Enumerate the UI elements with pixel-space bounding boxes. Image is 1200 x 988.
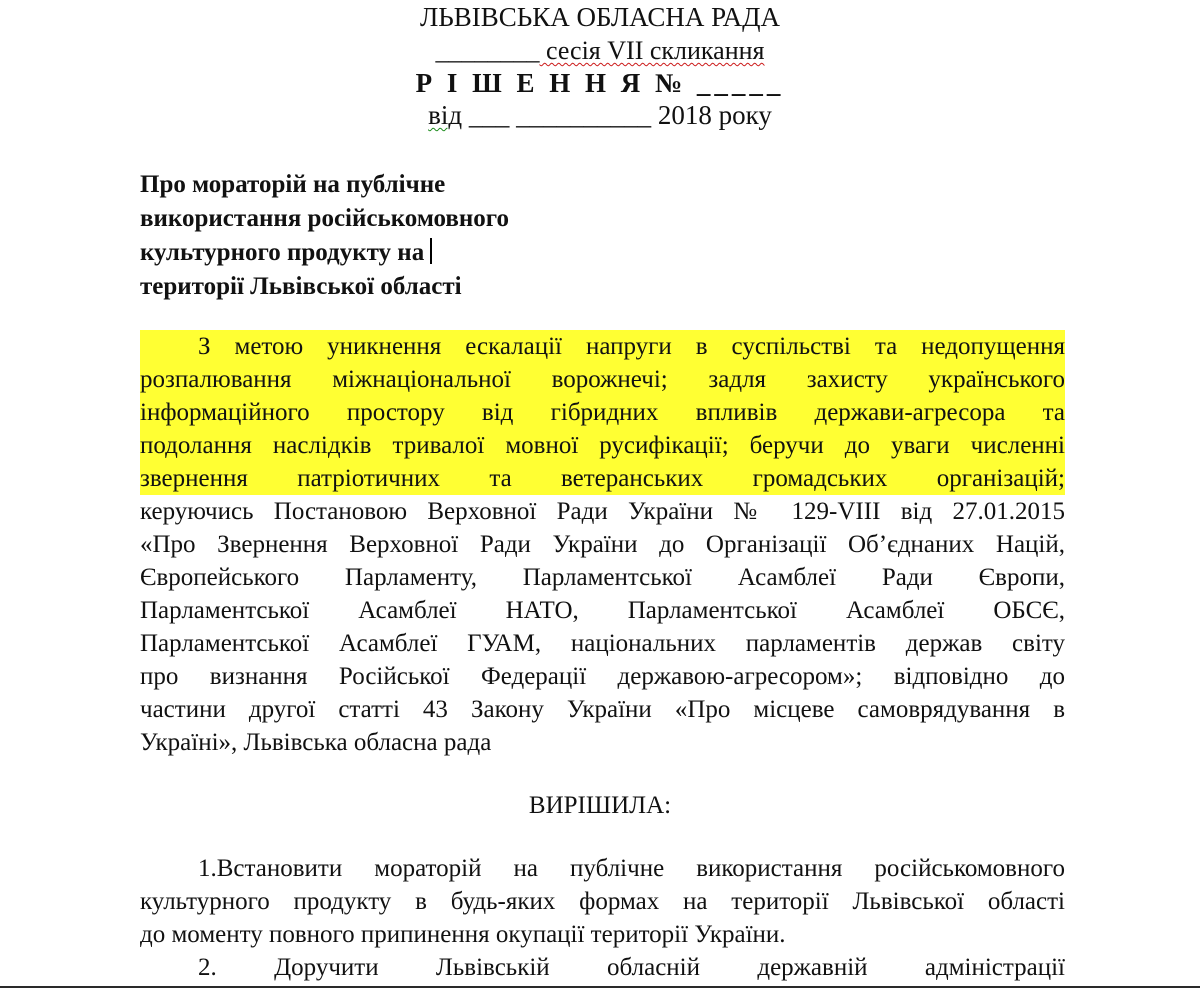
council-title: ЛЬВІВСЬКА ОБЛАСНА РАДА (419, 2, 781, 32)
decision-item-line: 1.Встановити мораторій на публічне використання російськомовного (198, 855, 1065, 882)
subject-line: використання російськомовного (140, 205, 510, 232)
preamble-line-highlighted: З метою уникнення ескалації напруги в суспільстві та недопущення (140, 330, 1065, 363)
date-rest: ___ __________ 2018 року (462, 100, 772, 130)
subject-line: території Львівської області (140, 273, 462, 300)
decision-heading (0, 70, 1200, 97)
preamble-line: Парламентської Асамблеї НАТО, Парламентської Асамблеї ОБСЄ, (140, 597, 1065, 624)
preamble-line: про визнання Російської Федерації державою-агресором»; відповідно до (140, 663, 1065, 690)
preamble-line: Україні», Львівська обласна рада (140, 729, 492, 756)
decided-heading: ВИРІШИЛА: (528, 792, 672, 819)
subject-line: Про мораторій на публічне (140, 171, 446, 198)
preamble-line-highlighted: звернення патріотичних та ветеранських громадських організацій; (140, 462, 1065, 495)
text-cursor (430, 238, 432, 264)
preamble-line-highlighted: подолання наслідків тривалої мовної русифікації; беручи до уваги численні (140, 429, 1065, 462)
preamble-line: керуючись Постановою Верховної Ради України № 129-VIII від 27.01.2015 (140, 498, 1065, 525)
decision-item-line: до моменту повного припинення окупації території України. (140, 921, 786, 948)
preamble-line: Парламентської Асамблеї ГУАМ, національних парламентів держав світу (140, 630, 1065, 657)
decision-item-line: 2. Доручити Львівській обласній державній адміністрації (198, 954, 1065, 981)
session-blank: ________ (435, 36, 540, 65)
subject-line: культурного продукту на (140, 236, 509, 270)
decision-subject (140, 168, 509, 304)
decision-date (0, 102, 1200, 129)
session-text: сесія VII скликання (539, 36, 765, 65)
preamble-line: «Про Звернення Верховної Ради України до Організації Об’єднаних Націй, (140, 531, 1065, 558)
date-from: від (428, 100, 463, 130)
preamble-line: Європейського Парламенту, Парламентської Асамблеї Ради Європи, (140, 564, 1065, 591)
preamble-line-highlighted: розпалювання міжнаціональної ворожнечі; задля захисту українського (140, 363, 1065, 396)
session-line (0, 38, 1200, 64)
decision-word: Р І Ш Е Н Н Я (415, 68, 645, 98)
preamble-line-highlighted: інформаційного простору від гібридних впливів держави-агресора та (140, 396, 1065, 429)
decision-number: № _____ (644, 68, 785, 98)
preamble-line: частини другої статті 43 Закону України «Про місцеве самоврядування в (140, 696, 1065, 723)
decision-item-line: культурного продукту в будь-яких формах на території Львівської області (140, 888, 1065, 915)
